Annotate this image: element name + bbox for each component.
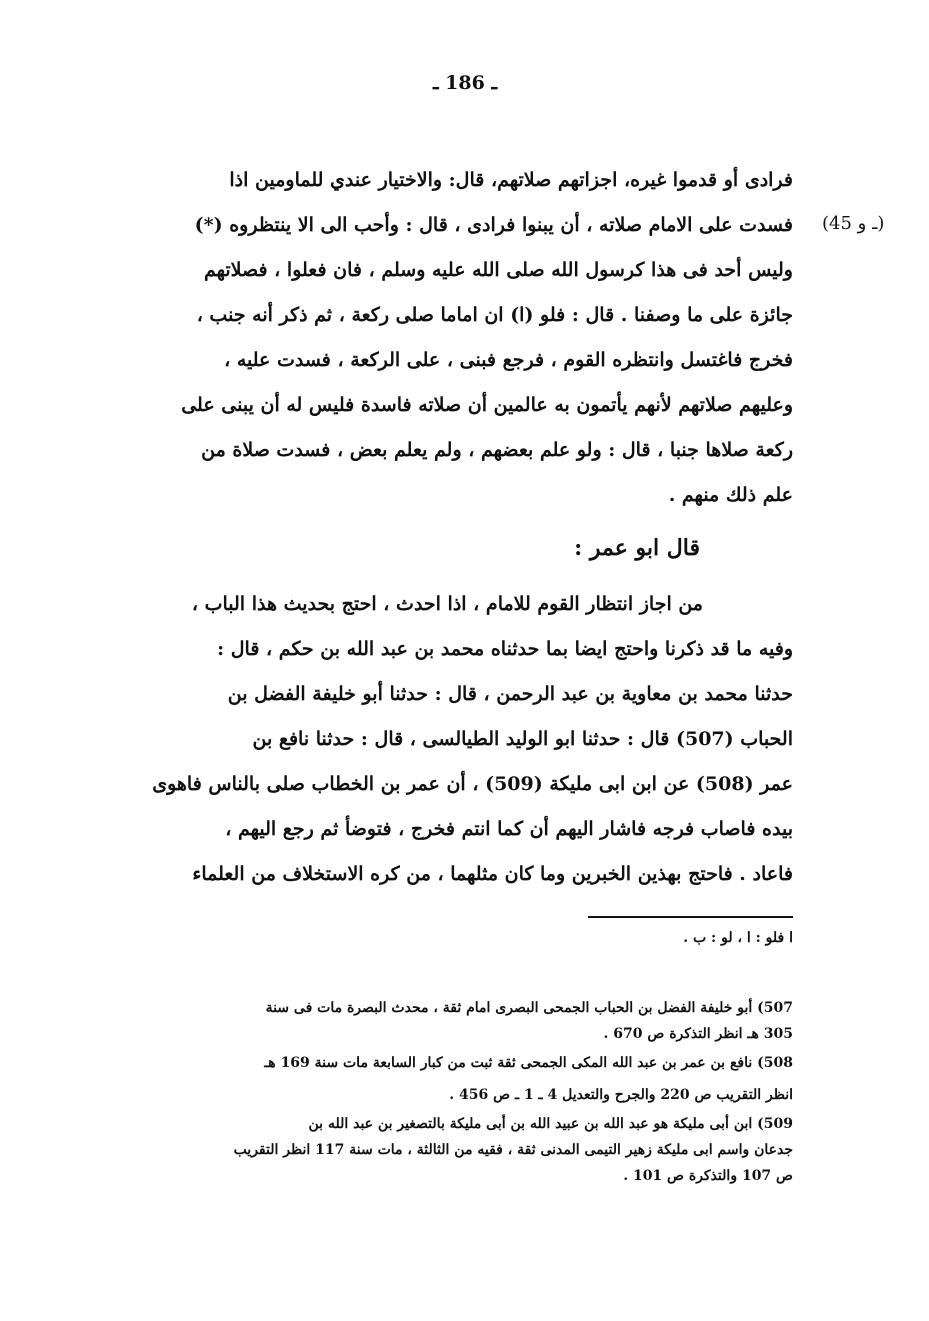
- text-line: وعليهم صلاتهم لأنهم يأتمون به عالمين أن صلاته فاسدة فليس له أن يبنى على: [181, 394, 793, 416]
- text-line: علم ذلك منهم .: [668, 484, 793, 506]
- margin-reference: (45 ـ و): [822, 213, 885, 234]
- footnote-line: ص 107 والتذكرة ص 101 .: [623, 1168, 793, 1184]
- footnote-line: 508) نافع بن عمر بن عبد الله المكى الجمحى ثقة ثبت من كبار السابعة مات سنة 169 هـ: [264, 1055, 793, 1071]
- footnote-line: 509) ابن أبى مليكة هو عبد الله بن عبيد الله بن أبى مليكة بالتصغير بن عبد الله بن: [308, 1116, 793, 1132]
- text-line: وفيه ما قد ذكرنا واحتج ايضا بما حدثناه محمد بن عبد الله بن حكم ، قال :: [217, 638, 793, 660]
- paragraph-2: [128, 582, 793, 897]
- text-line: فاعاد . فاحتج بهذين الخبرين وما كان مثلهما ، من كره الاستخلاف من العلماء: [192, 863, 793, 885]
- text-line: وليس أحد فى هذا كرسول الله صلى الله عليه وسلم ، فان فعلوا ، فصلاتهم: [203, 259, 793, 281]
- page-number: ـ 186 ـ: [432, 72, 498, 94]
- text-line: جائزة على ما وصفنا . قال : فلو (ا) ان اماما صلى ركعة ، ثم ذكر أنه جنب ،: [196, 304, 793, 326]
- section-heading: قال ابو عمر :: [574, 535, 700, 561]
- text-line: فسدت على الامام صلاته ، أن يبنوا فرادى ، قال : وأحب الى الا ينتظروه (*): [194, 214, 793, 236]
- paragraph-1: [128, 158, 793, 518]
- footnote-line: 507) أبو خليفة الفضل بن الحباب الجمحى البصرى امام ثقة ، محدث البصرة مات فى سنة: [265, 1000, 793, 1016]
- text-line: من اجاز انتظار القوم للامام ، اذا احدث ، احتج بحديث هذا الباب ،: [191, 593, 703, 615]
- text-line: بيده فاصاب فرجه فاشار اليهم أن كما انتم فخرج ، فتوضأ ثم رجع اليهم ،: [225, 818, 793, 840]
- variant-note: ا فلو : ا ، لو : ب .: [683, 930, 793, 946]
- text-line: فخرج فاغتسل وانتظره القوم ، فرجع فبنى ، على الركعة ، فسدت عليه ،: [224, 349, 793, 371]
- footnote-line: جدعان واسم ابى مليكة زهير التيمى المدنى ثقة ، فقيه من الثالثة ، مات سنة 117 انظر التقريب: [233, 1142, 793, 1158]
- footnote-line: انظر التقريب ص 220 والجرح والتعديل 4 ـ 1 ـ ص 456 .: [449, 1087, 793, 1103]
- footnote-line: 305 هـ انظر التذكرة ص 670 .: [603, 1026, 793, 1042]
- footnotes: [128, 995, 793, 1189]
- footnote-divider: [588, 916, 793, 918]
- text-line: عمر (508) عن ابن ابى مليكة (509) ، أن عمر بن الخطاب صلى بالناس فاهوى: [152, 773, 793, 795]
- text-line: حدثنا محمد بن معاوية بن عبد الرحمن ، قال : حدثنا أبو خليفة الفضل بن: [227, 683, 793, 705]
- text-line: الحباب (507) قال : حدثنا ابو الوليد الطيالسى ، قال : حدثنا نافع بن: [252, 728, 793, 750]
- text-line: فرادى أو قدموا غيره، اجزاتهم صلاتهم، قال: والاختيار عندي للماومين اذا: [229, 169, 793, 191]
- text-line: ركعة صلاها جنبا ، قال : ولو علم بعضهم ، ولم يعلم بعض ، فسدت صلاة من: [201, 439, 793, 461]
